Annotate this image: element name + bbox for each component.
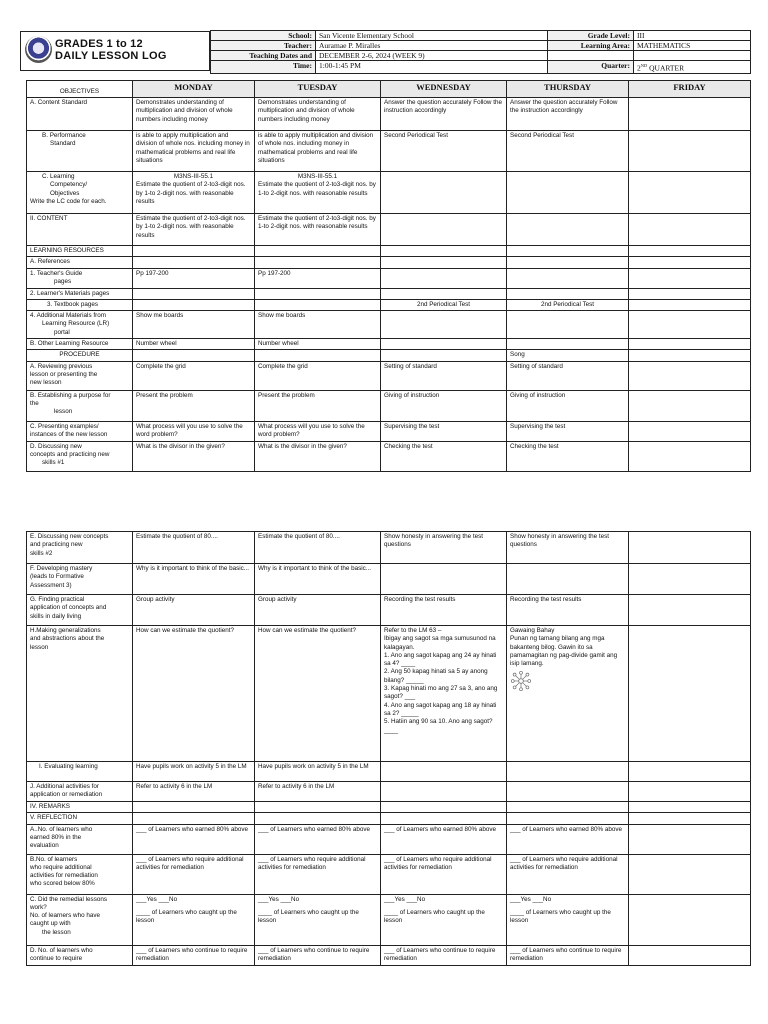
cell [381, 762, 507, 782]
teacher-value: Auramae P. Miralles [316, 41, 548, 51]
cell [629, 246, 751, 257]
cell [381, 268, 507, 288]
cell: Supervising the test [381, 421, 507, 441]
cell: Demonstrates understanding of multiplication and division of whole numbers including money [255, 98, 381, 131]
label-line: and abstractions about the [30, 635, 105, 643]
objectives-header: OBJECTIVES [27, 81, 133, 98]
cell: ___ of Learners who continue to require remediation [507, 945, 629, 965]
cell [381, 350, 507, 361]
row-label: A. References [27, 257, 133, 268]
cell: Setting of standard [507, 361, 629, 390]
cell [629, 131, 751, 172]
label-line: Standard [50, 140, 76, 148]
day-thursday: THURSDAY [507, 81, 629, 98]
label-line: Learning Resource (LR) [42, 320, 110, 328]
cell [629, 626, 751, 762]
label-line: application of concepts and [30, 604, 107, 612]
label-line: the lesson [42, 928, 71, 936]
row-label: B. Other Learning Resource [27, 339, 133, 350]
cell [507, 172, 629, 214]
cell: Complete the grid [255, 361, 381, 390]
school-label: School: [211, 31, 316, 41]
row-label: 3. Textbook pages [27, 299, 133, 310]
label-line: concepts and practicing new [30, 451, 110, 459]
cell [255, 894, 381, 945]
cell [381, 311, 507, 339]
cell [507, 782, 629, 802]
quarter-value [634, 61, 751, 74]
cell [629, 214, 751, 246]
cell [629, 441, 751, 471]
cell: Second Periodical Test [381, 131, 507, 172]
cell [629, 98, 751, 131]
caught-up: ____ of Learners who caught up the lesson [510, 908, 611, 925]
row-label: 2. Learner's Materials pages [27, 288, 133, 299]
cell: ___ of Learners who require additional activities for remediation [255, 854, 381, 894]
cell: Checking the test [507, 441, 629, 471]
cell [507, 626, 629, 762]
cell [255, 350, 381, 361]
cell [629, 532, 751, 564]
cell [381, 339, 507, 350]
cell: ___ of Learners who earned 80% above [255, 824, 381, 854]
area-value: MATHEMATICS [634, 41, 751, 51]
caught-up: ____ of Learners who caught up the lesson [258, 908, 359, 925]
label-line: E. Discussing new concepts [30, 533, 109, 540]
cell [507, 762, 629, 782]
row-label [27, 782, 133, 802]
lc-code: M3NS-III-55.1 [173, 173, 214, 180]
cell [629, 595, 751, 626]
lc-code: M3NS-III-55.1 [297, 173, 338, 180]
header-info-table [210, 30, 751, 74]
label-line: D. Discussing new [30, 442, 82, 450]
label-line: H.Making generalizations [30, 627, 101, 634]
cell: Recording the test results [381, 595, 507, 626]
row-label [27, 564, 133, 595]
cell: What process will you use to solve the word problem? [255, 421, 381, 441]
cell [133, 350, 255, 361]
cell [133, 894, 255, 945]
cell [507, 246, 629, 257]
label-line: earned 80% in the [30, 833, 82, 841]
cell: ___ of Learners who earned 80% above [381, 824, 507, 854]
cell: Demonstrates understanding of multiplication and division of whole numbers including money [133, 98, 255, 131]
dates-value: DECEMBER 2-6, 2024 (WEEK 9) [316, 51, 548, 61]
label-line: evaluation [30, 842, 59, 850]
label-line: the [30, 400, 39, 408]
row-label [27, 390, 133, 421]
label-line: No. of learners who have [30, 912, 101, 920]
yes-no: ___Yes ___No [384, 895, 426, 903]
cell: Answer the question accurately Follow the instruction accordingly [507, 98, 629, 131]
label-line: B. Establishing a purpose for [30, 391, 111, 399]
cell [133, 246, 255, 257]
cell: Pp 197-200 [133, 268, 255, 288]
cell [629, 288, 751, 299]
row-label [27, 854, 133, 894]
cell [629, 257, 751, 268]
cell-line: Ibigay ang sagot sa mga sumusunod na kalagayan. [384, 635, 496, 651]
quarter-word: QUARTER [649, 63, 685, 73]
cell [629, 824, 751, 854]
label-line: 4. Additional Materials from [30, 312, 106, 320]
cell: Show me boards [133, 311, 255, 339]
row-label [27, 945, 133, 965]
cell [629, 350, 751, 361]
row-label [27, 421, 133, 441]
cell: Supervising the test [507, 421, 629, 441]
label-line: Write the LC code for each. [30, 197, 107, 205]
row-label: II. CONTENT [27, 214, 133, 246]
dates-label: Teaching Dates and [211, 51, 316, 61]
cell [629, 268, 751, 288]
yes-no: ___Yes ___No [510, 895, 552, 903]
cell [507, 813, 629, 824]
cell [629, 854, 751, 894]
label-line: C. Presenting examples/ [30, 422, 99, 430]
cell: Number wheel [255, 339, 381, 350]
row-label: PROCEDURE [27, 350, 133, 361]
title-box [20, 31, 210, 71]
cell: Giving of instruction [381, 390, 507, 421]
cell [629, 813, 751, 824]
row-label [27, 532, 133, 564]
cell [133, 813, 255, 824]
label-line: B. Performance [42, 132, 86, 139]
caught-up: ____ of Learners who caught up the lesson [384, 908, 485, 925]
cell: Giving of instruction [507, 390, 629, 421]
cell [507, 311, 629, 339]
cell [381, 626, 507, 762]
label-line: new lesson [30, 379, 62, 387]
label-line: lesson [54, 408, 73, 416]
cell: Group activity [133, 595, 255, 626]
row-label [27, 361, 133, 390]
cell-line: 3. Kapag hinati mo ang 27 sa 3, ano ang sagot? ___ [384, 685, 498, 701]
cell: Answer the question accurately Follow the instruction accordingly [381, 98, 507, 131]
label-line: Assessment 3) [30, 581, 72, 589]
yes-no: ___Yes ___No [258, 895, 300, 903]
teacher-label: Teacher: [211, 41, 316, 51]
cell [629, 894, 751, 945]
cell: Recording the test results [507, 595, 629, 626]
cell-line: Refer to the LM 63 – [384, 627, 442, 634]
cell [507, 894, 629, 945]
cell [629, 945, 751, 965]
time-value: 1:00-1:45 PM [316, 61, 548, 74]
label-line: G. Finding practical [30, 596, 85, 603]
cell [381, 288, 507, 299]
cell: Checking the test [381, 441, 507, 471]
cell [255, 172, 381, 214]
cell: ___ of Learners who continue to require remediation [133, 945, 255, 965]
cell: Have pupils work on activity 5 in the LM [255, 762, 381, 782]
lc-text: Estimate the quotient of 2-to3-digit nos. by 1-to 2-digit nos. with reasonable results [136, 181, 246, 205]
row-label [27, 311, 133, 339]
cell: Present the problem [133, 390, 255, 421]
cell [629, 339, 751, 350]
cell: What is the divisor in the given? [133, 441, 255, 471]
cell: Setting of standard [381, 361, 507, 390]
quarter-suffix: ND [640, 63, 648, 68]
label-line: (leads to Formative [30, 573, 84, 581]
division-wheel-icon [510, 670, 532, 692]
cell: Have pupils work on activity 5 in the LM [133, 762, 255, 782]
cell [507, 268, 629, 288]
row-label [27, 824, 133, 854]
quarter-number: 2 [637, 63, 641, 73]
cell [507, 257, 629, 268]
row-label: V. REFLECTION [27, 813, 133, 824]
cell: What process will you use to solve the word problem? [133, 421, 255, 441]
cell [629, 361, 751, 390]
label-line: Competency/ [50, 181, 88, 189]
cell: Estimate the quotient of 2-to3-digit nos. by 1-to 2-digit nos. with reasonable results [133, 214, 255, 246]
cell-line: 1. Ano ang sagot kapag ang 24 ay hinati sa 4? ____ [384, 651, 497, 668]
row-label [27, 268, 133, 288]
cell [629, 802, 751, 813]
cell [133, 288, 255, 299]
cell [629, 782, 751, 802]
blank-label [548, 51, 634, 61]
cell: Song [507, 350, 629, 361]
cell: Pp 197-200 [255, 268, 381, 288]
cell [507, 288, 629, 299]
cell-line: 2. Ang 50 kapag hinati sa 5 ay anong bilang? _____ [384, 668, 488, 684]
cell: Group activity [255, 595, 381, 626]
row-label [27, 626, 133, 762]
cell [629, 299, 751, 310]
cell [629, 390, 751, 421]
cell-line: 4. Ano ang sagot kapag ang 18 ay hinati sa 2? _____ [384, 701, 497, 717]
cell [381, 257, 507, 268]
blank-value [634, 51, 751, 61]
cell [381, 894, 507, 945]
grade-label: Grade Level: [548, 31, 634, 41]
cell [255, 257, 381, 268]
cell [133, 257, 255, 268]
cell: Complete the grid [133, 361, 255, 390]
form-title-line1: GRADES 1 to 12 [55, 38, 143, 50]
time-label: Time: [211, 61, 316, 74]
form-title-line2: DAILY LESSON LOG [55, 50, 167, 62]
row-label [27, 894, 133, 945]
cell: Second Periodical Test [507, 131, 629, 172]
cell [629, 421, 751, 441]
label-line: A..No. of learners who [30, 825, 93, 833]
row-label [27, 172, 133, 214]
label-line: lesson or presenting the [30, 371, 98, 379]
cell [629, 564, 751, 595]
cell: is able to apply multiplication and division of whole nos. including money in mathematical problems and real life situations [133, 131, 255, 172]
label-line: skills #1 [42, 459, 65, 467]
cell: Show me boards [255, 311, 381, 339]
lesson-log-table-top [26, 80, 751, 472]
cell: 2nd Periodical Test [507, 299, 629, 310]
yes-no: ___Yes ___No [136, 895, 178, 903]
day-friday: FRIDAY [629, 81, 751, 98]
row-label: LEARNING RESOURCES [27, 246, 133, 257]
cell [507, 802, 629, 813]
label-line: portal [54, 328, 70, 336]
cell [629, 762, 751, 782]
cell [381, 246, 507, 257]
label-line: who scored below 80% [30, 880, 95, 888]
lc-text: Estimate the quotient of 2-to3-digit nos. by 1-to 2-digit nos. with reasonable results [258, 181, 376, 197]
cell: Estimate the quotient of 2-to3-digit nos. by 1-to 2-digit nos. with reasonable results [255, 214, 381, 246]
cell: What is the divisor in the given? [255, 441, 381, 471]
cell: Refer to activity 6 in the LM [255, 782, 381, 802]
cell-line: Punan ng tamang bilang ang mga bakanteng bilog. Gawin ito sa pamamagitan ng pag-divide gamit ang isip lamang. [510, 635, 618, 668]
cell [381, 214, 507, 246]
day-wednesday: WEDNESDAY [381, 81, 507, 98]
day-monday: MONDAY [133, 81, 255, 98]
quarter-label: Quarter: [548, 61, 634, 74]
cell: How can we estimate the quotient? [133, 626, 255, 762]
cell: ___ of Learners who earned 80% above [133, 824, 255, 854]
label-line: instances of the new lesson [30, 431, 108, 439]
label-line: skills in daily living [30, 612, 82, 620]
cell: Present the problem [255, 390, 381, 421]
cell: ___ of Learners who continue to require remediation [381, 945, 507, 965]
label-line: activities for remediation [30, 872, 98, 880]
area-label: Learning Area: [548, 41, 634, 51]
cell: Show honesty in answering the test questions [381, 532, 507, 564]
label-line: D. No. of learners who [30, 946, 93, 954]
label-line: J. Additional activities for [30, 783, 99, 790]
caught-up: ____ of Learners who caught up the lesson [136, 908, 237, 925]
cell [133, 172, 255, 214]
label-line: pages [54, 277, 72, 285]
cell-line: Gawaing Bahay [510, 627, 555, 634]
cell: is able to apply multiplication and division of whole nos. including money in mathematical problems and real life situations [255, 131, 381, 172]
label-line: A. Reviewing previous [30, 362, 93, 370]
lesson-log-table-bottom [26, 531, 751, 966]
cell: Show honesty in answering the test questions [507, 532, 629, 564]
cell: ___ of Learners who earned 80% above [507, 824, 629, 854]
label-line: C. Did the remedial lessons [30, 895, 107, 903]
cell [255, 813, 381, 824]
row-label [27, 131, 133, 172]
cell: ___ of Learners who require additional activities for remediation [133, 854, 255, 894]
cell [255, 246, 381, 257]
day-tuesday: TUESDAY [255, 81, 381, 98]
cell [381, 782, 507, 802]
row-label: I. Evaluating learning [27, 762, 133, 782]
grade-value: III [634, 31, 751, 41]
row-label [27, 441, 133, 471]
label-line: continue to require [30, 954, 83, 962]
cell [507, 564, 629, 595]
cell [133, 802, 255, 813]
cell: Refer to activity 6 in the LM [133, 782, 255, 802]
label-line: work? [30, 903, 47, 911]
school-value: San Vicente Elementary School [316, 31, 548, 41]
cell: 2nd Periodical Test [381, 299, 507, 310]
label-line: B.No. of learners [30, 855, 78, 863]
cell: How can we estimate the quotient? [255, 626, 381, 762]
label-line: caught up with [30, 920, 71, 928]
cell: ___ of Learners who require additional activities for remediation [507, 854, 629, 894]
label-line: 1. Teacher's Guide [30, 269, 83, 277]
row-label [27, 595, 133, 626]
cell [381, 172, 507, 214]
row-label: IV. REMARKS [27, 802, 133, 813]
label-line: application or remediation [30, 791, 103, 799]
cell [507, 214, 629, 246]
cell [255, 299, 381, 310]
cell: Number wheel [133, 339, 255, 350]
label-line: C. Learning [42, 173, 75, 180]
cell: Why is it important to think of the basic... [133, 564, 255, 595]
cell [255, 288, 381, 299]
label-line: skills #2 [30, 549, 53, 557]
cell [629, 172, 751, 214]
cell: Why is it important to think of the basic... [255, 564, 381, 595]
label-line: and practicing new [30, 541, 83, 549]
cell-line: 5. Hatiin ang 90 sa 10. Ano ang sagot? ____ [384, 718, 493, 734]
cell [381, 813, 507, 824]
cell: Estimate the quotient of 80.... [133, 532, 255, 564]
cell [133, 299, 255, 310]
label-line: lesson [30, 643, 49, 651]
cell [255, 802, 381, 813]
cell: ___ of Learners who continue to require remediation [255, 945, 381, 965]
cell: Estimate the quotient of 80.... [255, 532, 381, 564]
cell: ___ of Learners who require additional activities for remediation [381, 854, 507, 894]
deped-seal-icon [25, 36, 52, 63]
label-line: F. Developing mastery [30, 565, 93, 572]
label-line: Objectives [50, 189, 80, 197]
label-line: who require additional [30, 863, 92, 871]
cell [381, 564, 507, 595]
cell [629, 311, 751, 339]
cell [507, 339, 629, 350]
row-label: A. Content Standard [27, 98, 133, 131]
cell [381, 802, 507, 813]
